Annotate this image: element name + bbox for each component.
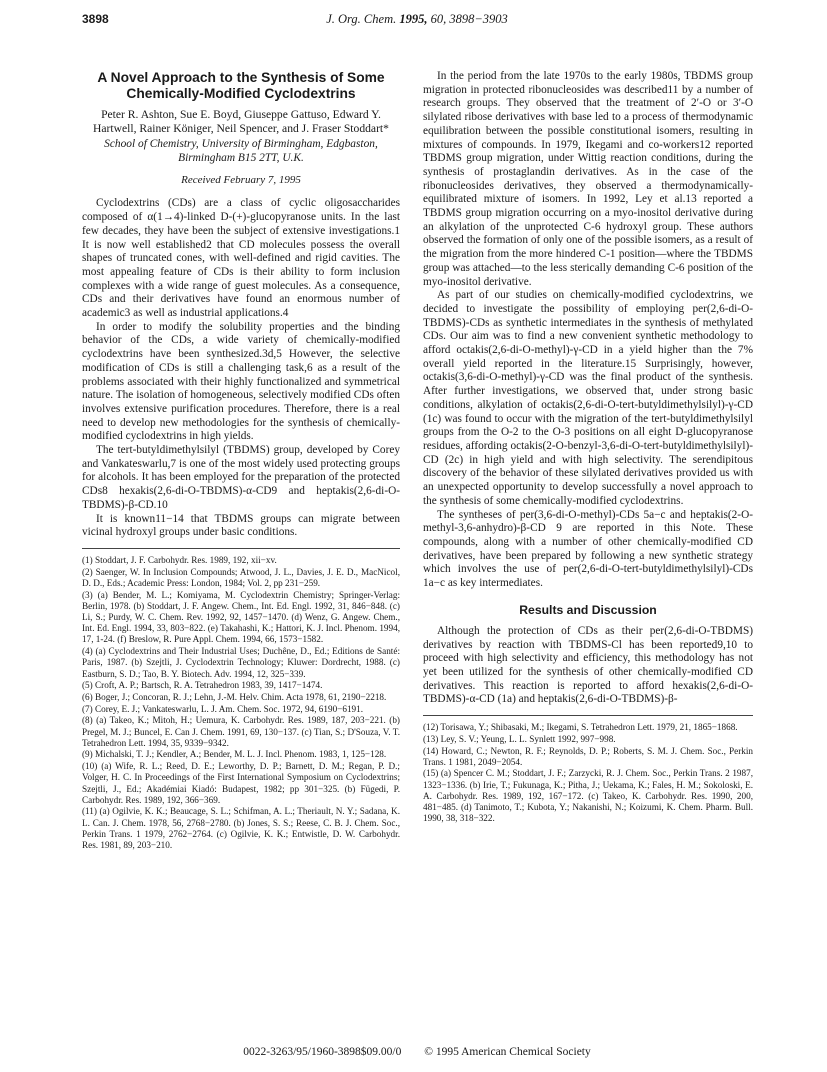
right-column xyxy=(423,70,753,825)
footnote-divider xyxy=(423,715,753,716)
reference-item: (1) Stoddart, J. F. Carbohydr. Res. 1989, 192, xii−xv. xyxy=(82,554,277,565)
copyright: © 1995 American Chemical Society xyxy=(424,1046,591,1058)
affiliation: School of Chemistry, University of Birmingham, Edgbaston, Birmingham B15 2TT, U.K. xyxy=(104,138,378,164)
paragraph: Cyclodextrins (CDs) are a class of cyclic oligosaccharides composed of α(1→4)-linked D-(+)-glucopyranose units. In the last few decades, they have been the subject of extensive investigations.1 It is now well established2 that CD molecules possess the overall shapes of truncated cones, with well-defined and rigid cavities. The most appealing feature of CDs is their ability to form inclusion complexes with a wide range of guest molecules. As a consequence, CDs and their derivatives have found an enormous number of academic3 as well as industrial applications.4 xyxy=(82,197,400,320)
results-body xyxy=(423,625,753,707)
paragraph: In order to modify the solubility properties and the binding behavior of the CDs, a wide variety of chemically-modified cyclodextrins have been synthesized.3d,5 However, the selective modification of CDs is still a challenging task,6 as a result of the problems associated with their highly functionalized and symmetrical nature. The isolation of homogeneous, selectively modified CDs often involves extensive purification procedures. Therefore, there is a real need to develop new methodologies for the synthesis of chemically-modified cyclodextrins in high yields. xyxy=(82,320,400,443)
reference-item: (12) Torisawa, Y.; Shibasaki, M.; Ikegami, S. Tetrahedron Lett. 1979, 21, 1865−1868. xyxy=(423,722,738,733)
article-title: A Novel Approach to the Synthesis of Some Chemically-Modified Cyclodextrins xyxy=(97,70,385,101)
right-references xyxy=(423,722,753,824)
journal-volume: 60, xyxy=(430,12,447,26)
received-date: Received February 7, 1995 xyxy=(181,174,301,187)
paragraph: The tert-butyldimethylsilyl (TBDMS) group, developed by Corey and Vankateswarlu,7 is one of the most widely used protecting groups for alcohols. It has been employed for the preparation of the protected CDs8 hexakis(2,6-di-O-TBDMS)-α-CD9 and heptakis(2,6-di-O-TBDMS)-β-CD.10 xyxy=(82,444,400,511)
reference-item: (13) Ley, S. V.; Yeung, L. L. Synlett 1992, 997−998. xyxy=(423,733,616,744)
author-list: Peter R. Ashton, Sue E. Boyd, Giuseppe Gattuso, Edward Y. Hartwell, Rainer Königer, Neil Spencer, and J. Fraser Stoddart* xyxy=(93,108,389,135)
left-references xyxy=(82,555,400,851)
left-body xyxy=(82,197,400,540)
paragraph: It is known11−14 that TBDMS groups can migrate between vicinal hydroxyl groups under basic conditions. xyxy=(82,512,400,539)
reference-item: (3) (a) Bender, M. L.; Komiyama, M. Cyclodextrin Chemistry; Springer-Verlag: Berlin, 1978. (b) Stoddart, J. F. Angew. Chem., Int. Ed. Engl. 1992, 31, 846−848. (c) Li, S.; Purdy, W. C. Chem. Rev. 1992, 92, 1457−1470. (d) Wenz, G. Angew. Chem., Int. Ed. Engl. 1994, 33, 803−822. (e) Takahashi, K.; Hattori, K. J. Incl. Phenom. 1994, 17, 1-24. (f) Breslow, R. Pure Appl. Chem. 1994, 66, 1573−1582. xyxy=(82,589,400,645)
reference-item: (5) Croft, A. P.; Bartsch, R. A. Tetrahedron 1983, 39, 1417−1474. xyxy=(82,680,323,691)
footnote-divider xyxy=(82,548,400,549)
journal-pages: 3898−3903 xyxy=(449,12,508,26)
paragraph: The syntheses of per(3,6-di-O-methyl)-CDs 5a−c and heptakis(2-O-methyl-3,6-anhydro)-β-CD 9 are reported in this Note. These compounds, along with a number of other chemically-modified CD derivatives, have been prepared by following a new synthetic strategy which involves the use of per(2,6-di-O-tert-butyldimethylsilyl)-CDs 1a−c as key intermediates. xyxy=(423,508,753,590)
page-number: 3898 xyxy=(82,12,109,26)
reference-item: (10) (a) Wife, R. L.; Reed, D. E.; Leworthy, D. P.; Barnett, D. M.; Regan, P. D.; Volger, H. C. In Proceedings of the First International Symposium on Cyclodextrins; Szejtli, J., Ed.; Akadémiai Kiadó: Budapest, 1982; pp 301−325. (b) Fügedi, P. Carbohydr. Res. 1989, 192, 366−369. xyxy=(82,761,400,805)
section-heading: Results and Discussion xyxy=(519,602,657,617)
running-header xyxy=(82,10,752,30)
reference-item: (6) Boger, J.; Concoran, R. J.; Lehn, J.-M. Helv. Chim. Acta 1978, 61, 2190−2218. xyxy=(82,691,387,702)
left-column xyxy=(82,70,400,852)
right-body xyxy=(423,70,753,591)
reference-item: (8) (a) Takeo, K.; Mitoh, H.; Uemura, K. Carbohydr. Res. 1989, 187, 203−221. (b) Pregel, M. J.; Buncel, E. Can J. Chem. 1991, 69, 130−137. (c) Tian, S.; D'Souza, V. T. Tetrahedron Lett. 1994, 35, 9339−9342. xyxy=(82,715,400,748)
reference-item: (11) (a) Ogilvie, K. K.; Beaucage, S. L.; Schifman, A. L.; Theriault, N. Y.; Sadana, K. L. Can. J. Chem. 1978, 56, 2768−2780. (b) Jones, S. S.; Reese, C. B. J. Chem. Soc., Perkin Trans. 1 1979, 2762−2764. (c) Ogilvie, K. K.; Entwistle, D. W. Carbohydr. Res. 1981, 89, 203−210. xyxy=(82,806,400,851)
journal-name: J. Org. Chem. xyxy=(326,12,397,26)
reference-item: (9) Michalski, T. J.; Kendler, A.; Bender, M. L. J. Incl. Phenom. 1983, 1, 125−128. xyxy=(82,749,387,760)
journal-year: 1995, xyxy=(399,12,428,26)
paragraph: As part of our studies on chemically-modified cyclodextrins, we decided to investigate the possibility of employing per(2,6-di-O-TBDMS)-CDs as synthetic intermediates in the synthesis of methylated CDs. Our aim was to find a new convenient synthetic methodology to afford octakis(2,6-di-O-methyl)-γ-CD in a yield higher than the 7% overall yield reported in the literature.15 Surprisingly, however, octakis(3,6-di-O-methyl)-γ-CD was the final product of the synthesis. After further investigations, we observed that, under strong basic conditions, alkylation of octakis(2,6-di-O-tert-butyldimethylsilyl)-γ-CD (1c) was found to occur with the migration of the tert-butyldimethylsilyl groups from the O-2 to the O-3 positions on all eight D-glucopyranose residues, affording octakis(2-O-benzyl-3,6-di-O-tert-butyldimethylsilyl)-CD (2c) in high yield and with high selectivity. The serendipitous discovery of the behavior of these silylated derivatives provided us with an unexpected opportunity to develop successfully a novel approach to the synthesis of some chemically-modified cyclodextrins. xyxy=(423,289,753,507)
reference-item: (4) (a) Cyclodextrins and Their Industrial Uses; Duchêne, D., Ed.; Editions de Santé: Paris, 1987. (b) Szejtli, J. Cyclodextrin Technology; Kluwer: Dordrecht, 1988. (c) Eastburn, S. D.; Tao, B. Y. Biotech. Adv. 1994, 12, 325−339. xyxy=(82,646,400,679)
reference-item: (14) Howard, C.; Newton, R. F.; Reynolds, D. P.; Roberts, S. M. J. Chem. Soc., Perkin Trans. 1 1981, 2049−2054. xyxy=(423,745,753,767)
price-code: 0022-3263/95/1960-3898$09.00/0 xyxy=(243,1046,402,1058)
journal-citation xyxy=(82,12,752,27)
paragraph: In the period from the late 1970s to the early 1980s, TBDMS group migration in protected ribonucleosides was described11 by a number of research groups. They observed that the treatment of 2′-O or 3′-O silylated ribose derivatives with base led to a process of thermodynamic equilibration between the possible constitutional isomers, resulting in mixtures of compounds. In 1979, Ikegami and co-workers12 reported TBDMS group migration, under Wittig reaction conditions, during the synthesis of prostaglandin derivatives. As in the case of the ribonucleosides derivatives, they observed a thermodynamically-equilibrated mixture of isomers. In 1992, Ley et al.13 reported a TBDMS group migration occurring on a myo-inositol derivative during an alkylation of the unprotected C-6 hydroxyl group. These authors observed the formation of only one of the possible isomers, as a result of the migration from the more hindered C-1 position—where the TBDMS group was attached—to the less sterically demanding C-6 position of the myo-inositol derivative. xyxy=(423,70,753,288)
reference-item: (15) (a) Spencer C. M.; Stoddart, J. F.; Zarzycki, R. J. Chem. Soc., Perkin Trans. 2 1987, 1323−1336. (b) Irie, T.; Fukunaga, K.; Pitha, J.; Uekama, K.; Fales, H. M.; Sokoloski, E. A. Carbohydr. Res. 1989, 192, 167−172. (c) Takeo, K. Carbohydr. Res. 1990, 200, 481−485. (d) Tanimoto, T.; Kubota, Y.; Nakanishi, N.; Koizumi, K. Chem. Pharm. Bull. 1990, 38, 318−322. xyxy=(423,768,753,824)
page-footer xyxy=(82,1046,752,1058)
reference-item: (7) Corey, E. J.; Vankateswarlu, L. J. Am. Chem. Soc. 1972, 94, 6190−6191. xyxy=(82,703,364,714)
paragraph: Although the protection of CDs as their per(2,6-di-O-TBDMS) derivatives by reaction with TBDMS-Cl has been reported9,10 to proceed with high selectivity and efficiency, this methodology has not yet been utilized for the synthesis of other chemically-modified CD derivatives. This reaction is reported to afford hexakis(2,6-di-O-TBDMS)-α-CD (1a) and heptakis(2,6-di-O-TBDMS)-β- xyxy=(423,624,753,706)
reference-item: (2) Saenger, W. In Inclusion Compounds; Atwood, J. L., Davies, J. E. D., MacNicol, D. D., Eds.; Academic Press: London, 1984; Vol. 2, pp 231−259. xyxy=(82,566,400,588)
